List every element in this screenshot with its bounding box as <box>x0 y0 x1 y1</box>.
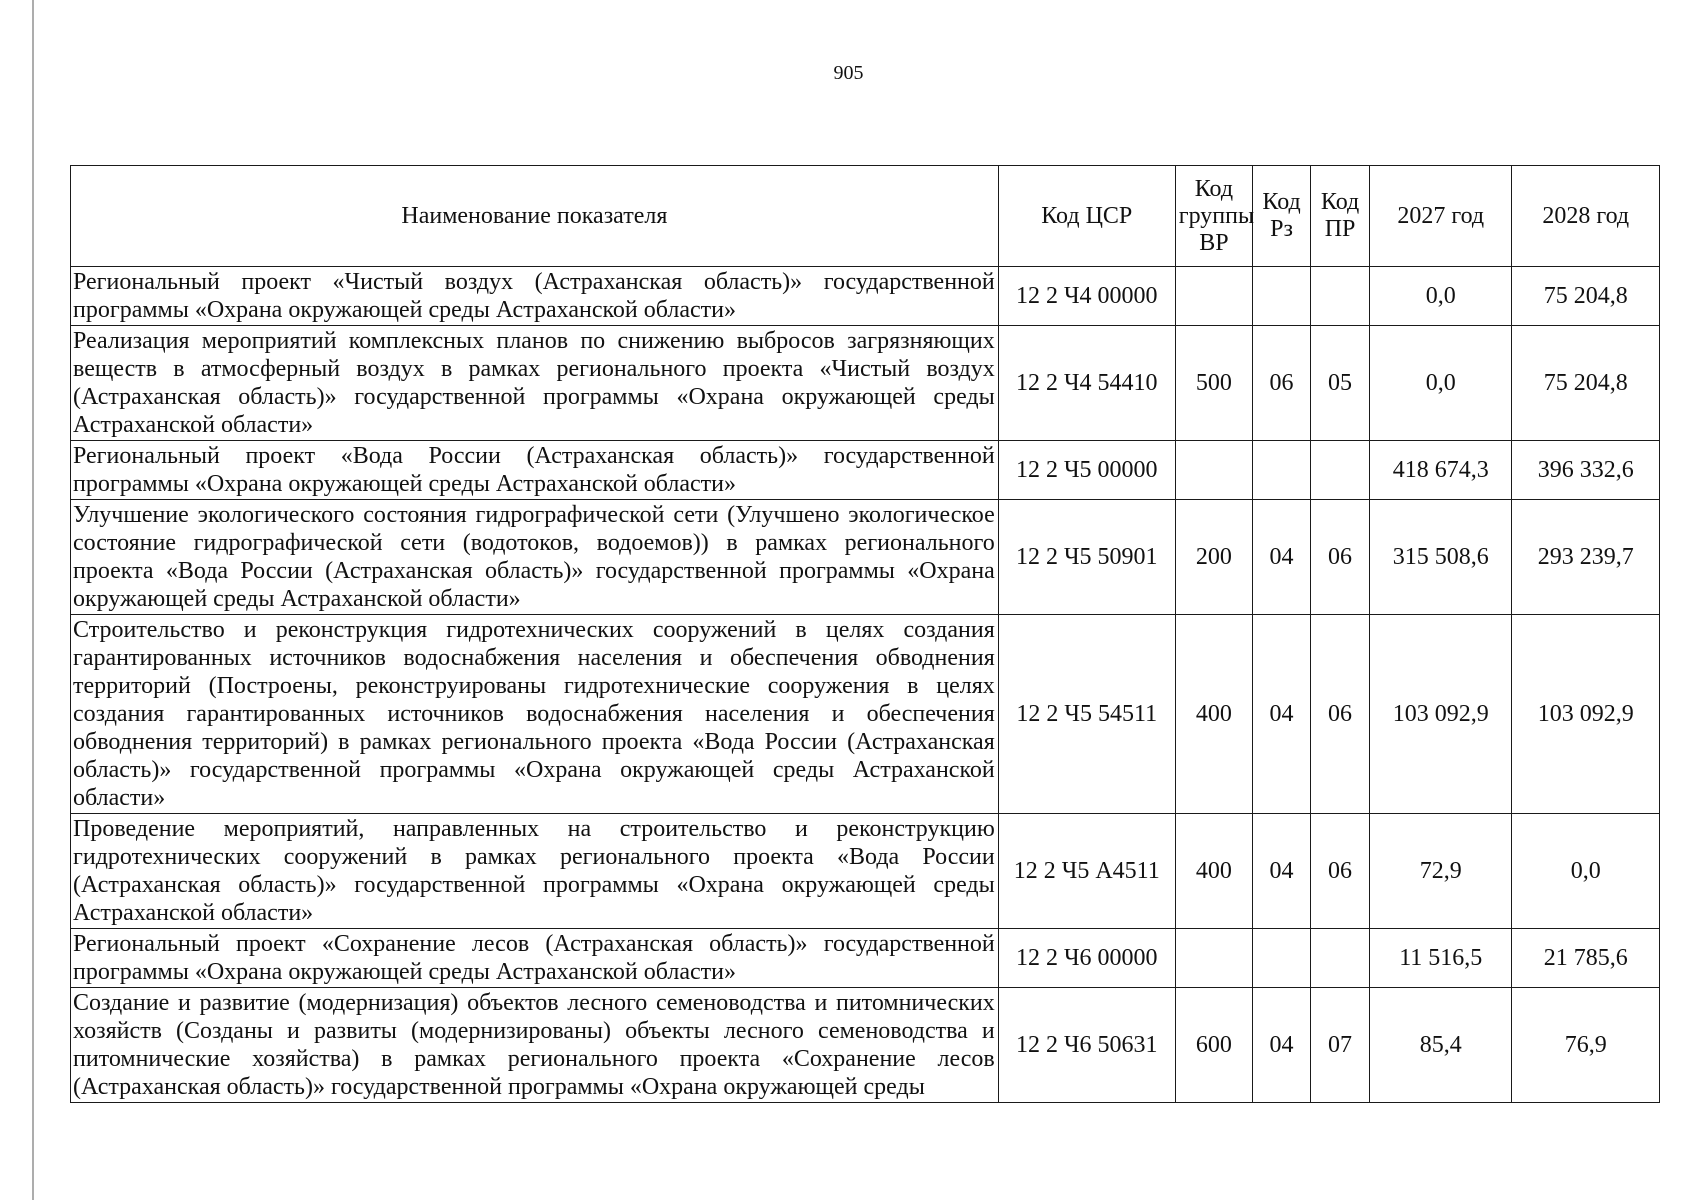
row-pr: 05 <box>1311 326 1370 441</box>
row-2028: 75 204,8 <box>1512 267 1660 326</box>
row-2027: 72,9 <box>1370 814 1512 929</box>
row-name: Региональный проект «Вода России (Астраханская область)» государственной программы «Охрана окружающей среды Астраханской области» <box>71 441 999 500</box>
row-csr: 12 2 Ч5 54511 <box>998 615 1175 814</box>
table-row <box>71 988 1660 1103</box>
row-2027: 0,0 <box>1370 267 1512 326</box>
row-vr <box>1175 441 1252 500</box>
row-pr <box>1311 441 1370 500</box>
row-vr <box>1175 929 1252 988</box>
row-name: Региональный проект «Чистый воздух (Астраханская область)» государственной программы «Охрана окружающей среды Астраханской области» <box>71 267 999 326</box>
row-vr: 400 <box>1175 615 1252 814</box>
row-csr: 12 2 Ч5 А4511 <box>998 814 1175 929</box>
table-row <box>71 814 1660 929</box>
row-name: Строительство и реконструкция гидротехнических сооружений в целях создания гарантированных источников водоснабжения населения и обеспечения обводнения территорий (Построены, реконструированы гидротехнические сооружения в целях создания гарантированных источников водоснабжения населения и обеспечения обводнения территорий) в рамках регионального проекта «Вода России (Астраханская область)» государственной программы «Охрана окружающей среды Астраханской области» <box>71 615 999 814</box>
row-name: Проведение мероприятий, направленных на строительство и реконструкцию гидротехнических сооружений в рамках регионального проекта «Вода России (Астраханская область)» государственной программы «Охрана окружающей среды Астраханской области» <box>71 814 999 929</box>
row-rz <box>1253 441 1311 500</box>
row-rz: 04 <box>1253 988 1311 1103</box>
row-csr: 12 2 Ч5 50901 <box>998 500 1175 615</box>
table-row <box>71 500 1660 615</box>
table-row <box>71 326 1660 441</box>
row-pr: 06 <box>1311 615 1370 814</box>
row-2027: 0,0 <box>1370 326 1512 441</box>
row-rz <box>1253 929 1311 988</box>
row-name: Создание и развитие (модернизация) объектов лесного семеноводства и питомнических хозяйств (Созданы и развиты (модернизированы) объекты лесного семеноводства и питомнические хозяйства) в рамках регионального проекта «Сохранение лесов (Астраханская область)» государственной программы «Охрана окружающей среды <box>71 988 999 1103</box>
header-rz: Код Рз <box>1253 166 1311 267</box>
scan-binding-line <box>32 0 34 1200</box>
header-vr: Код группы ВР <box>1175 166 1252 267</box>
row-pr <box>1311 929 1370 988</box>
row-2027: 103 092,9 <box>1370 615 1512 814</box>
header-2028: 2028 год <box>1512 166 1660 267</box>
row-vr: 200 <box>1175 500 1252 615</box>
row-rz: 04 <box>1253 500 1311 615</box>
row-rz <box>1253 267 1311 326</box>
row-rz: 04 <box>1253 615 1311 814</box>
row-csr: 12 2 Ч6 00000 <box>998 929 1175 988</box>
budget-table <box>70 165 1660 1103</box>
row-2028: 76,9 <box>1512 988 1660 1103</box>
row-name: Региональный проект «Сохранение лесов (Астраханская область)» государственной программы «Охрана окружающей среды Астраханской области» <box>71 929 999 988</box>
header-csr: Код ЦСР <box>998 166 1175 267</box>
table-row <box>71 267 1660 326</box>
row-2028: 0,0 <box>1512 814 1660 929</box>
table-header-row <box>71 166 1660 267</box>
table-row <box>71 929 1660 988</box>
table-row <box>71 615 1660 814</box>
row-name: Реализация мероприятий комплексных планов по снижению выбросов загрязняющих веществ в атмосферный воздух в рамках регионального проекта «Чистый воздух (Астраханская область)» государственной программы «Охрана окружающей среды Астраханской области» <box>71 326 999 441</box>
row-pr <box>1311 267 1370 326</box>
row-2027: 315 508,6 <box>1370 500 1512 615</box>
row-csr: 12 2 Ч5 00000 <box>998 441 1175 500</box>
row-name: Улучшение экологического состояния гидрографической сети (Улучшено экологическое состояние гидрографической сети (водотоков, водоемов)) в рамках регионального проекта «Вода России (Астраханская область)» государственной программы «Охрана окружающей среды Астраханской области» <box>71 500 999 615</box>
row-2028: 75 204,8 <box>1512 326 1660 441</box>
row-pr: 06 <box>1311 814 1370 929</box>
row-vr <box>1175 267 1252 326</box>
row-vr: 500 <box>1175 326 1252 441</box>
row-vr: 400 <box>1175 814 1252 929</box>
header-2027: 2027 год <box>1370 166 1512 267</box>
row-pr: 07 <box>1311 988 1370 1103</box>
row-csr: 12 2 Ч6 50631 <box>998 988 1175 1103</box>
row-2028: 103 092,9 <box>1512 615 1660 814</box>
row-2027: 11 516,5 <box>1370 929 1512 988</box>
page-number: 905 <box>833 62 864 84</box>
row-pr: 06 <box>1311 500 1370 615</box>
row-csr: 12 2 Ч4 00000 <box>998 267 1175 326</box>
header-name: Наименование показателя <box>71 166 999 267</box>
row-2027: 85,4 <box>1370 988 1512 1103</box>
row-2028: 21 785,6 <box>1512 929 1660 988</box>
row-2028: 396 332,6 <box>1512 441 1660 500</box>
table-row <box>71 441 1660 500</box>
row-rz: 06 <box>1253 326 1311 441</box>
row-csr: 12 2 Ч4 54410 <box>998 326 1175 441</box>
row-2027: 418 674,3 <box>1370 441 1512 500</box>
header-pr: Код ПР <box>1311 166 1370 267</box>
row-rz: 04 <box>1253 814 1311 929</box>
row-vr: 600 <box>1175 988 1252 1103</box>
row-2028: 293 239,7 <box>1512 500 1660 615</box>
